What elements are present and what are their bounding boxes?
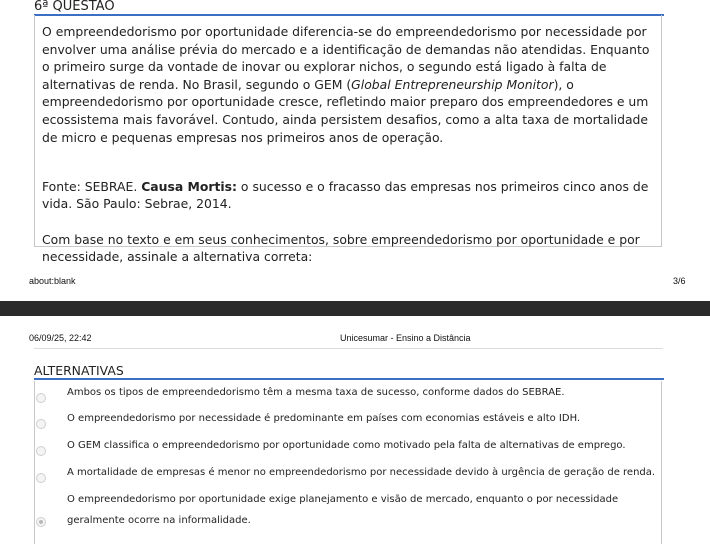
- alternatives-title: ALTERNATIVAS: [34, 364, 664, 380]
- alternative-text: A mortalidade de empresas é menor no empreendedorismo por necessidade devido à urgência de geração de renda.: [67, 467, 656, 478]
- print-footer-page-number: 3/6: [673, 276, 686, 286]
- radio-button[interactable]: [36, 473, 46, 483]
- alternative-text: O GEM classifica o empreendedorismo por oportunidade como motivado pela falta de alternativas de emprego.: [67, 440, 626, 451]
- alternatives-list: [34, 381, 662, 544]
- question-title: 6ª QUESTÃO: [34, 0, 664, 16]
- header-divider: [34, 348, 663, 349]
- print-footer-url: about:blank: [29, 276, 76, 286]
- page-separator: [0, 301, 710, 316]
- question-statement: [34, 15, 662, 265]
- radio-button[interactable]: [36, 446, 46, 456]
- question-prompt: Com base no texto e em seus conhecimentos, sobre empreendedorismo por oportunidade e por necessidade, assinale a alternativa correta:: [42, 231, 640, 265]
- alternative-text: O empreendedorismo por necessidade é predominante em países com economias estáveis e alto IDH.: [67, 413, 581, 424]
- alternative-text: O empreendedorismo por oportunidade exige planejamento e visão de mercado, enquanto o por necessidade geralmente ocorre na informalidade.: [67, 494, 619, 526]
- print-header-site-title: Unicesumar - Ensino a Distância: [340, 333, 471, 343]
- question-source: Fonte: SEBRAE. Causa Mortis: o sucesso e o fracasso das empresas nos primeiros cinco anos de vida. São Paulo: Sebrae, 2014.: [42, 178, 649, 212]
- radio-button[interactable]: [36, 419, 46, 429]
- radio-button-selected[interactable]: [36, 517, 46, 527]
- print-header-datetime: 06/09/25, 22:42: [29, 333, 92, 343]
- question-paragraph: O empreendedorismo por oportunidade diferencia-se do empreendedorismo por necessidade por envolver uma análise prévia do mercado e a identificação de demandas não atendidas. Enquanto o primeiro surge da vontade de inovar ou explorar nichos, o segundo está ligado à falta de alternativas de renda. No Brasil, segundo o GEM (Global Entrepreneurship Monitor), o empreendedorismo por oportunidade cresce, refletindo maior preparo dos empreendedores e um ecossistema mais favorável. Contudo, ainda persistem desafios, como a alta taxa de mortalidade de micro e pequenas empresas nos primeiros anos de operação.: [42, 24, 650, 145]
- radio-button[interactable]: [36, 393, 46, 403]
- alternative-text: Ambos os tipos de empreendedorismo têm a mesma taxa de sucesso, conforme dados do SEBRAE.: [67, 387, 565, 398]
